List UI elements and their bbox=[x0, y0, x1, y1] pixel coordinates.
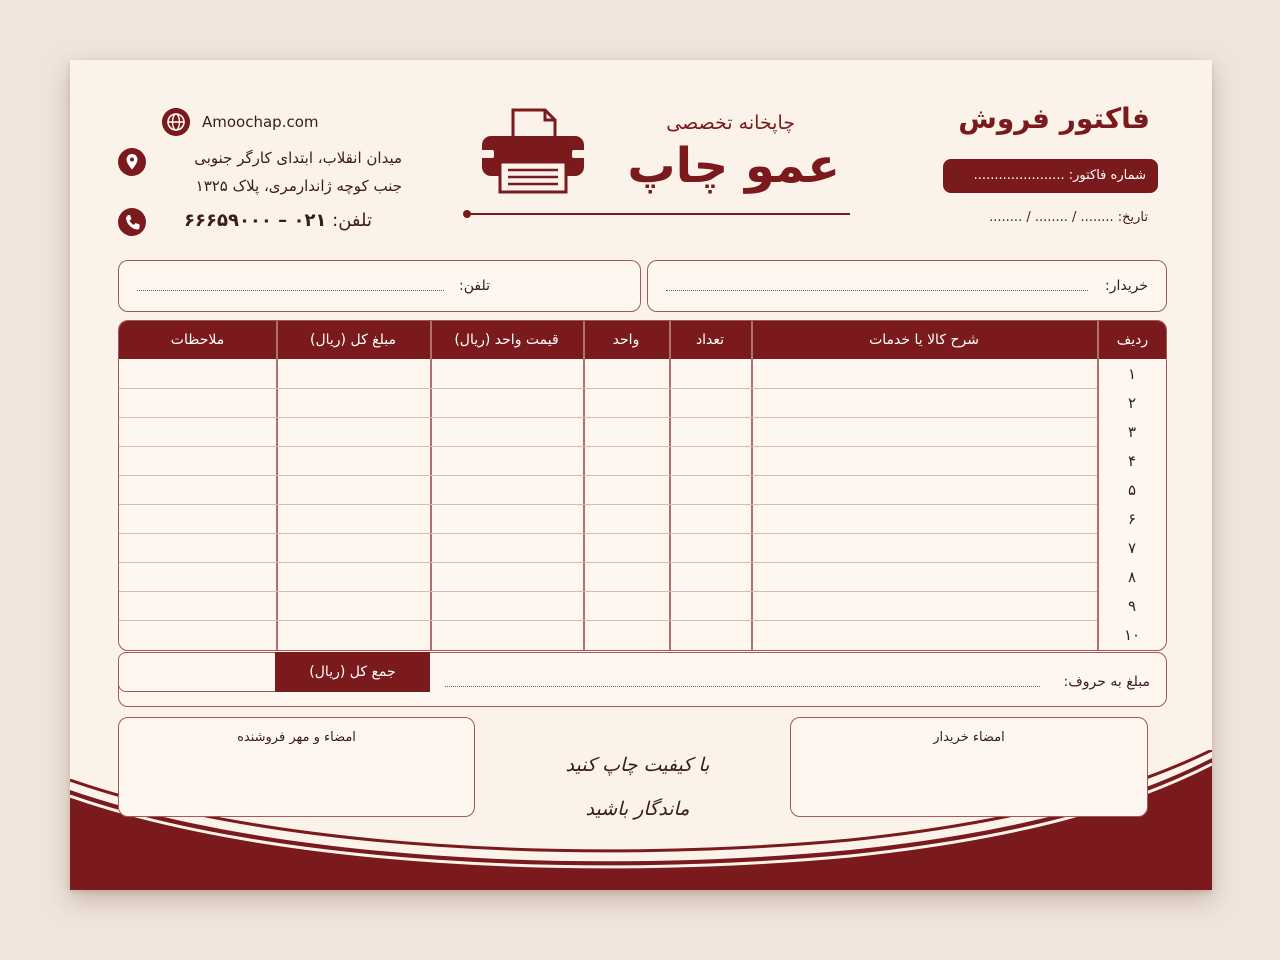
col-header-notes: ملاحظات bbox=[170, 332, 225, 348]
row-number: ۸ bbox=[1127, 568, 1137, 586]
address-line2: جنب کوچه ژاندارمری، پلاک ۱۳۲۵ bbox=[195, 177, 402, 195]
buyer-phone-dots bbox=[137, 290, 444, 291]
invoice-number-label: شماره فاکتور: bbox=[1068, 168, 1146, 183]
address-block bbox=[162, 144, 402, 200]
col-divider bbox=[1097, 321, 1099, 651]
printer-icon bbox=[478, 106, 588, 196]
grand-total-value[interactable] bbox=[118, 652, 276, 692]
website-row[interactable] bbox=[162, 108, 319, 136]
slogan bbox=[490, 743, 785, 831]
row-number: ۷ bbox=[1127, 539, 1137, 557]
amount-in-words-dots bbox=[445, 686, 1040, 687]
row-line bbox=[119, 446, 1097, 447]
row-number: ۶ bbox=[1127, 510, 1137, 528]
items-table bbox=[118, 320, 1167, 651]
phone-row[interactable] bbox=[160, 210, 372, 231]
buyer-field[interactable] bbox=[647, 260, 1167, 312]
amount-in-words-label: مبلغ به حروف: bbox=[1063, 674, 1150, 690]
col-header-qty: تعداد bbox=[695, 332, 725, 348]
col-header-unit-price: قیمت واحد (ریال) bbox=[454, 332, 559, 348]
buyer-dots bbox=[666, 290, 1088, 291]
invoice-number-dots: ...................... bbox=[973, 168, 1065, 183]
col-header-total: مبلغ کل (ریال) bbox=[310, 332, 396, 348]
row-number: ۳ bbox=[1127, 423, 1137, 441]
row-line bbox=[119, 562, 1097, 563]
row-line bbox=[119, 504, 1097, 505]
seller-signature-label: امضاء و مهر فروشنده bbox=[237, 730, 356, 745]
col-divider bbox=[276, 321, 278, 651]
brand-underline-dot bbox=[463, 210, 471, 218]
row-number: ۹ bbox=[1127, 597, 1137, 615]
phone-value: ۰۲۱ – ۶۶۶۵۹۰۰۰ bbox=[184, 210, 327, 231]
phone-icon-wrap bbox=[118, 208, 146, 240]
date-field[interactable] bbox=[890, 210, 1148, 225]
buyer-phone-field[interactable] bbox=[118, 260, 641, 312]
row-line bbox=[119, 388, 1097, 389]
col-header-unit: واحد bbox=[612, 332, 640, 348]
date-label: تاریخ: bbox=[1117, 210, 1148, 225]
col-header-description: شرح کالا یا خدمات bbox=[869, 332, 979, 348]
row-line bbox=[119, 475, 1097, 476]
col-divider bbox=[583, 321, 585, 651]
col-divider bbox=[430, 321, 432, 651]
brand-underline bbox=[465, 213, 850, 215]
row-number: ۵ bbox=[1127, 481, 1137, 499]
col-divider bbox=[751, 321, 753, 651]
slogan-line2: ماندگار باشید bbox=[585, 798, 690, 820]
phone-label: تلفن: bbox=[332, 210, 372, 231]
location-pin-icon bbox=[118, 148, 146, 176]
row-line bbox=[119, 620, 1097, 621]
website-text: Amoochap.com bbox=[202, 113, 319, 131]
slogan-line1: با کیفیت چاپ کنید bbox=[565, 754, 710, 776]
row-number: ۱۰ bbox=[1123, 626, 1141, 644]
address-line1: میدان انقلاب، ابتدای کارگر جنوبی bbox=[194, 149, 402, 167]
invoice-title: فاکتور فروش bbox=[958, 102, 1150, 135]
row-number: ۱ bbox=[1127, 365, 1137, 383]
grand-total-label: جمع کل (ریال) bbox=[275, 652, 430, 692]
row-line bbox=[119, 591, 1097, 592]
buyer-signature-box[interactable] bbox=[790, 717, 1148, 817]
date-placeholder: ........ / ........ / ........ bbox=[989, 210, 1114, 225]
invoice-number-field[interactable] bbox=[943, 159, 1158, 193]
buyer-label: خریدار: bbox=[1105, 278, 1148, 294]
location-icon-wrap bbox=[118, 148, 146, 180]
buyer-signature-label: امضاء خریدار bbox=[933, 730, 1005, 745]
col-divider bbox=[669, 321, 671, 651]
row-line bbox=[119, 417, 1097, 418]
phone-icon bbox=[118, 208, 146, 236]
globe-icon bbox=[162, 108, 190, 136]
buyer-phone-label: تلفن: bbox=[459, 278, 490, 294]
seller-signature-box[interactable] bbox=[118, 717, 475, 817]
brand-name: عمو چاپ bbox=[627, 138, 840, 194]
row-number: ۲ bbox=[1127, 394, 1137, 412]
col-header-row: ردیف bbox=[1116, 332, 1149, 348]
row-line bbox=[119, 533, 1097, 534]
invoice-paper bbox=[70, 60, 1212, 890]
brand-subtitle: چاپخانه تخصصی bbox=[666, 112, 795, 134]
row-number: ۴ bbox=[1127, 452, 1137, 470]
